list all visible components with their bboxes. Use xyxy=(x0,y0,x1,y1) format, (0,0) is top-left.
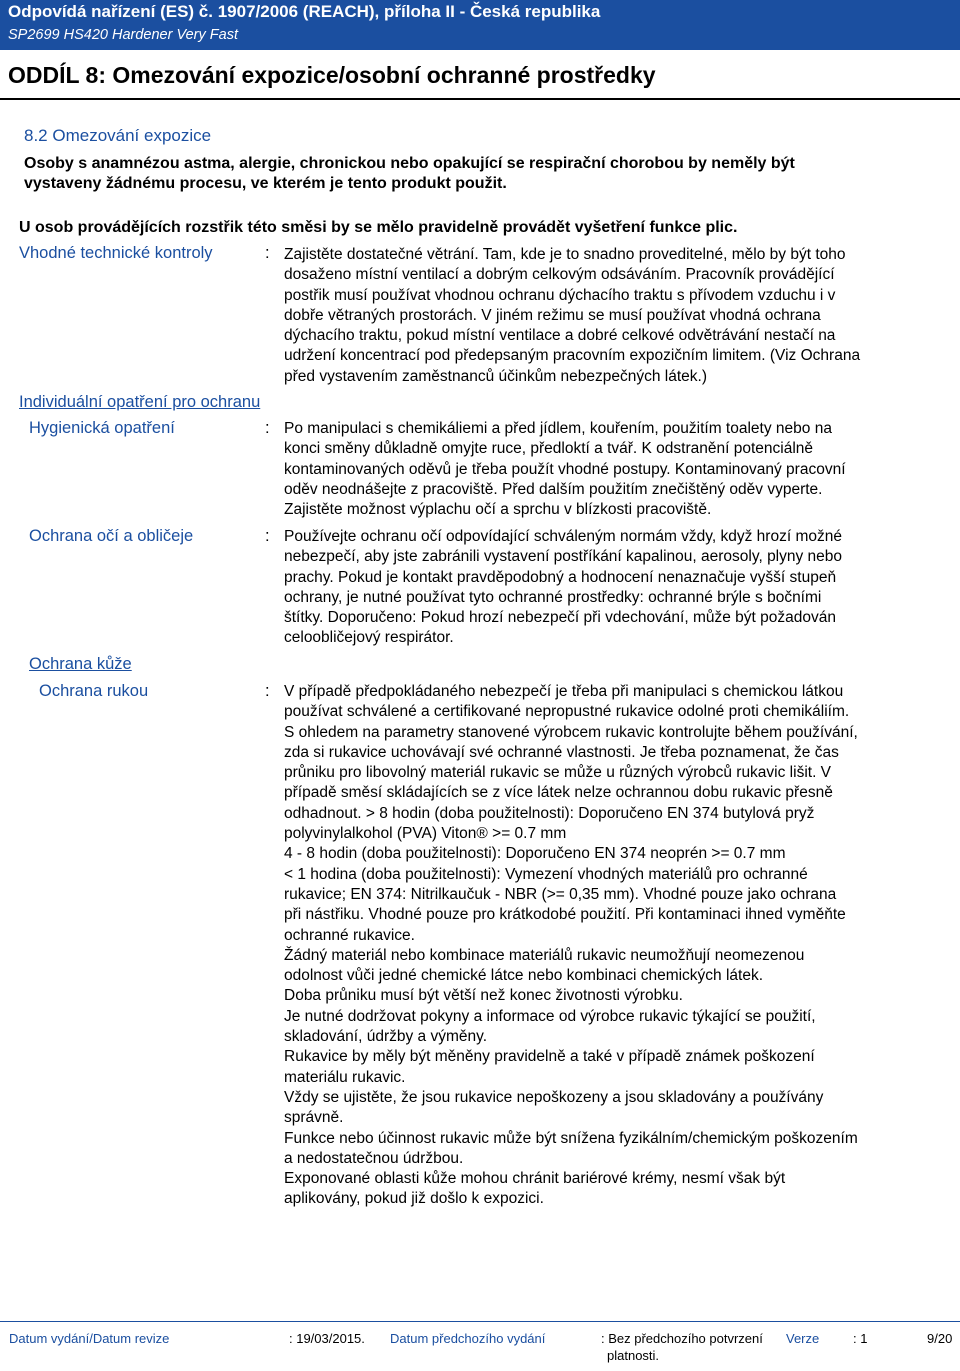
text-line: celoobličejový respirátor. xyxy=(284,629,454,647)
text-line: udržení koncentrací pod předepsaným pracovním expozičním limitem. (Viz Ochrana xyxy=(284,347,861,365)
text-line: kontaminovaných oděvů je třeba použít vhodné postupy. Kontaminovaný pracovní xyxy=(284,460,846,478)
text-line: před vystavením zaměstnanců účinkům nebezpečných látek.) xyxy=(284,367,708,385)
eye-face-label: Ochrana očí a obličeje xyxy=(29,527,194,545)
text-line: při nástřiku. Vhodné pouze pro krátkodobé použití. Při kontaminaci ihned vyměňte xyxy=(284,906,846,924)
text-line: Zajistěte možnost výplachu očí a sprchu v blízkosti pracoviště. xyxy=(284,501,712,519)
field-separator: : xyxy=(265,419,270,437)
text-line: rukavice; EN 374: Nitrilkaučuk - NBR (>= 0,35 mm). Vhodné pouze jako ochrana xyxy=(284,885,837,903)
text-line: ochrany, je nutné používat tyto ochranné prostředky: ochranné brýle s bočními xyxy=(284,588,822,606)
text-line: případě směsí skládajících se z více látek nelze ochrannou dobu rukavic přesně xyxy=(284,784,833,802)
technical-controls-text xyxy=(284,245,956,387)
subsection-title: 8.2 Omezování expozice xyxy=(24,126,212,145)
field-separator: : xyxy=(265,244,270,262)
text-line: odhadnout. > 8 hodin (doba použitelnosti): Doporučeno EN 374 butylová pryž xyxy=(284,804,815,822)
text-line: oděv neodnášejte z pracoviště. Před dalším použitím znečištěný oděv vyperte. xyxy=(284,480,823,498)
hand-protection-text xyxy=(284,682,956,1210)
text-line: zda si rukavice uchovávají své ochranné vlastnosti. Je třeba poznamenat, že čas xyxy=(284,743,839,761)
text-line: prachy. Pokud je kontakt pravděpodobný a hodnocení nenaznačuje vyšší stupeň xyxy=(284,568,837,586)
text-line: Je nutné dodržovat pokyny a informace od výrobce rukavic týkající se použití, xyxy=(284,1007,816,1025)
document-header xyxy=(0,0,960,50)
issue-date-value: : 19/03/2015. xyxy=(289,1331,365,1346)
text-line: odolnost vůči jedné chemické látce nebo kombinaci chemických látek. xyxy=(284,967,764,985)
text-line: Funkce nebo účinnost rukavic může být snížena fyzikálním/chemickým poškozením xyxy=(284,1129,858,1147)
regulation-title: Odpovídá nařízení (ES) č. 1907/2006 (REACH), příloha II - Česká republika xyxy=(8,2,601,21)
eye-face-text xyxy=(284,527,956,649)
field-separator: : xyxy=(265,682,270,700)
text-line: Zajistěte dostatečné větrání. Tam, kde je to snadno proveditelné, mělo by být toho xyxy=(284,246,846,263)
version-value: : 1 xyxy=(853,1331,868,1346)
text-line: správně. xyxy=(284,1109,344,1127)
text-line: Doba průniku musí být větší než konec životnosti výrobku. xyxy=(284,987,683,1005)
text-line: Vždy se ujistěte, že jsou rukavice nepoškozeny a jsou skladovány a používány xyxy=(284,1088,824,1106)
text-line: a nedostatečnou údržbou. xyxy=(284,1149,464,1167)
intro-line: vystaveny žádnému procesu, ve kterém je tento produkt použit. xyxy=(24,175,507,193)
text-line: S ohledem na parametry stanovené výrobcem rukavic kontrolujte během používání, xyxy=(284,723,858,741)
text-line: Rukavice by měly být měněny pravidelně a také v případě známek poškození xyxy=(284,1048,815,1066)
text-line: aplikovány, pokud již došlo k expozici. xyxy=(284,1190,544,1208)
field-separator: : xyxy=(265,527,270,545)
text-line: Po manipulaci s chemikáliemi a před jídlem, kouřením, použitím toalety nebo na xyxy=(284,420,832,437)
section-title: ODDÍL 8: Omezování expozice/osobní ochranné prostředky xyxy=(8,62,656,88)
text-line: postřik musí používat vhodnou ochranu dýchacího traktu s přívodem vzduchu i v xyxy=(284,286,836,304)
hygiene-text xyxy=(284,419,956,520)
text-line: ochranné rukavice. xyxy=(284,926,415,944)
text-line: 4 - 8 hodin (doba použitelnosti): Doporučeno EN 374 neoprén >= 0.7 mm xyxy=(284,845,786,863)
page-number: 9/20 xyxy=(927,1331,953,1346)
previous-issue-label: Datum předchozího vydání xyxy=(390,1331,546,1346)
previous-issue-value-cont: platnosti. xyxy=(607,1348,660,1363)
hygiene-label: Hygienická opatření xyxy=(29,419,175,437)
spray-note: U osob provádějících rozstřik této směsi by se mělo pravidelně provádět vyšetření funkce plic. xyxy=(19,219,738,236)
text-line: štítky. Doporučeno: Pokud hrozí nebezpečí při vdechování, může být požadován xyxy=(284,609,837,627)
text-line: průniku pro libovolný materiál rukavic se může u různých výrobců rukavic lišit. V xyxy=(284,764,832,782)
section-divider xyxy=(0,98,960,100)
technical-controls-label: Vhodné technické kontroly xyxy=(19,244,213,262)
text-line: skladování, údržby a výměny. xyxy=(284,1028,488,1046)
footer-divider xyxy=(0,1321,960,1322)
text-line: polyvinylalkohol (PVA) Viton® >= 0.7 mm xyxy=(284,825,567,843)
text-line: dobře větraných prostorách. V jiném režimu se musí používat vhodná ochrana xyxy=(284,306,821,324)
text-line: Používejte ochranu očí odpovídající schváleným normám vždy, když hrozí možné xyxy=(284,528,842,545)
text-line: V případě předpokládaného nebezpečí je třeba při manipulaci s chemickou látkou xyxy=(284,683,844,700)
skin-protection-title: Ochrana kůže xyxy=(29,655,132,673)
product-name: SP2699 HS420 Hardener Very Fast xyxy=(8,27,238,43)
text-line: < 1 hodina (doba použitelnosti): Vymezení vhodných materiálů pro ochranné xyxy=(284,865,808,883)
text-line: materiálu rukavic. xyxy=(284,1068,406,1086)
intro-line: Osoby s anamnézou astma, alergie, chronickou nebo opakující se respirační chorobou by neměly být xyxy=(24,155,795,172)
text-line: používat schválené a certifikované nepropustné rukavice odolné proti chemikáliím. xyxy=(284,703,850,721)
text-line: nebezpečí, aby jste zabránili vystavení postříkání kapalinou, aerosoly, plyny nebo xyxy=(284,548,843,566)
intro-paragraph xyxy=(24,154,944,195)
text-line: Žádný materiál nebo kombinace materiálů rukavic neumožňují neomezenou xyxy=(284,946,805,964)
version-label: Verze xyxy=(786,1331,820,1346)
text-line: Exponované oblasti kůže mohou chránit bariérové krémy, nesmí však být xyxy=(284,1170,786,1188)
hand-protection-label: Ochrana rukou xyxy=(39,682,149,700)
previous-issue-value: : Bez předchozího potvrzení xyxy=(601,1331,763,1346)
text-line: konci směny důkladně omyjte ruce, předloktí a tvář. K odstranění potenciálně xyxy=(284,440,814,458)
individual-protection-title: Individuální opatření pro ochranu xyxy=(19,393,261,411)
issue-date-label: Datum vydání/Datum revize xyxy=(9,1331,170,1346)
text-line: dýchacího traktu, pokud místní ventilace a dobré celkové odvětrávání nestačí na xyxy=(284,327,836,345)
text-line: dosaženo místní ventilací a dobrým celkovým odsáváním. Pracovník provádějící xyxy=(284,266,835,284)
